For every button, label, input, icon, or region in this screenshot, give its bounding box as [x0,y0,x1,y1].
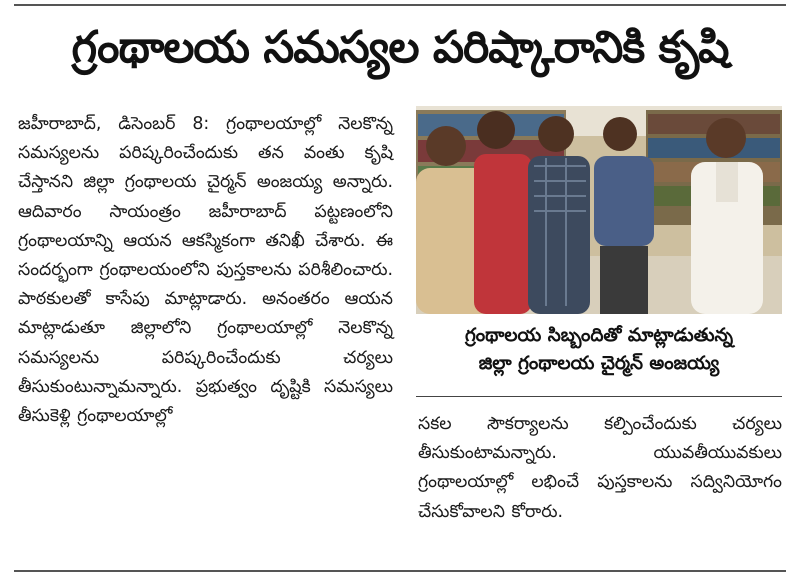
top-rule [14,4,786,6]
news-photo-illustration [416,106,782,314]
article-left-column [18,110,393,431]
article-right-text: సకల సౌకర్యాలను కల్పించేందుకు చర్యలు తీసుకుంటామన్నారు. యువతీయువకులు గ్రంథాలయాల్లో లభించే పుస్తకాలను సద్వినియోగం చేసుకోవాలని కోరారు. [418,414,782,522]
bottom-rule [14,570,786,572]
news-photo [416,106,782,314]
photo-caption-line2: జిల్లా గ్రంథాలయ చైర్మన్ అంజయ్య [478,353,720,374]
headline: గ్రంథాలయ సమస్యల పరిష్కారానికి కృషి [71,22,729,73]
photo-caption-line1: గ్రంథాలయ సిబ్బందితో మాట్లాడుతున్న [465,325,733,346]
caption-divider [416,396,782,397]
article-right-column [418,410,782,527]
photo-caption [416,322,782,378]
article-left-text: జహీరాబాద్, డిసెంబర్ 8: గ్రంథాలయాల్లో నెలకొన్న సమస్యలను పరిష్కరించేందుకు తన వంతు కృషి చేస్తానని జిల్లా గ్రంథాలయ చైర్మన్ అంజయ్య అన్నారు. ఆదివారం సాయంత్రం జహీరాబాద్ పట్టణంలోని గ్రంథాలయాన్ని ఆయన ఆకస్మికంగా తనిఖీ చేశారు. ఈ సందర్భంగా గ్రంథాలయంలోని పుస్తకాలను పరిశీలించారు. పాఠకులతో కాసేపు మాట్లాడారు. అనంతరం ఆయన మాట్లాడుతూ జిల్లాలోని గ్రంథాలయాల్లో నెలకొన్న సమస్యలను పరిష్కరించేందుకు చర్యలు తీసుకుంటున్నామన్నారు. ప్రభుత్వం దృష్టికి సమస్యలు తీసుకెళ్లి గ్రంథాలయాల్లో [18,114,393,427]
